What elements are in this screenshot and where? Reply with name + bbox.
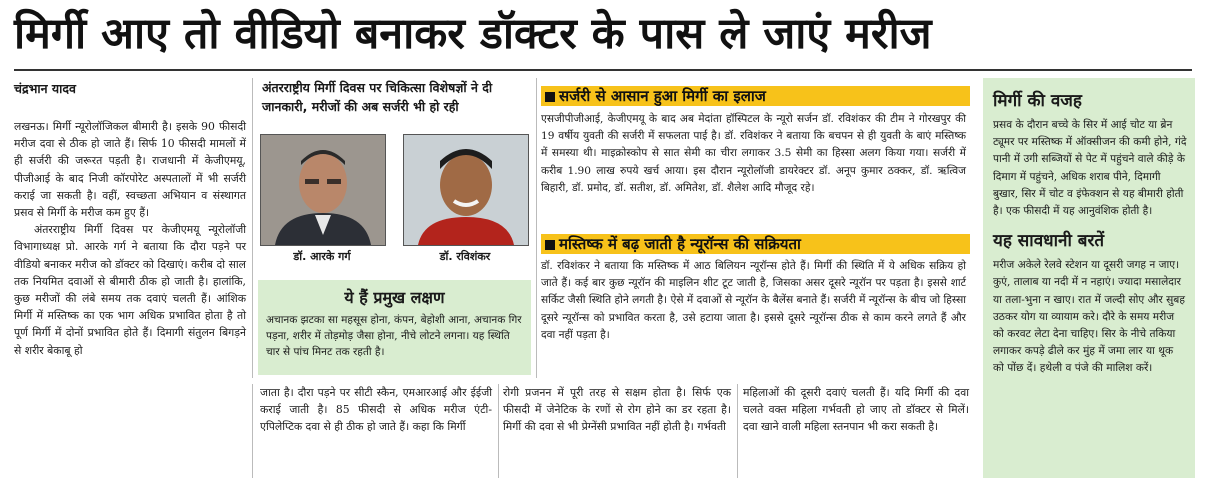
photo-caption: डॉ. आरके गर्ग xyxy=(293,250,351,263)
kicker-text: अंतरराष्ट्रीय मिर्गी दिवस पर चिकित्सा विशेषज्ञों ने दी जानकारी, मरीजों की अब सर्जरी भी हो रही xyxy=(262,80,493,114)
symptoms-title: ये हैं प्रमुख लक्षण xyxy=(344,288,445,307)
photo-caption: डॉ. रविशंकर xyxy=(439,250,491,263)
sidebar-box xyxy=(983,78,1195,478)
neurons-heading: मस्तिष्क में बढ़ जाती है न्यूरॉन्स की सक्रियता xyxy=(559,235,801,253)
headline-rule xyxy=(14,69,1192,71)
portrait-icon xyxy=(404,135,528,245)
portrait-icon xyxy=(261,135,385,245)
symptoms-box xyxy=(258,280,531,375)
surgery-heading: सर्जरी से आसान हुआ मिर्गी का इलाज xyxy=(559,87,766,105)
byline: चंद्रभान यादव xyxy=(14,81,76,96)
column-divider xyxy=(252,78,253,378)
column-divider xyxy=(737,384,738,478)
bullet-square-icon xyxy=(545,92,555,102)
surgery-text: एसजीपीजीआई, केजीएमयू के बाद अब मेदांता हॉस्पिटल के न्यूरो सर्जन डॉ. रविशंकर की टीम ने गोरखपुर की 19 वर्षीय युवती की सर्जरी में सफलता पाई है। डॉ. रविशंकर ने बताया कि बचपन से ही युवती के बाएं मस्तिष्क में समस्या थी। माइक्रोस्कोप से सात सेमी का चीरा लगाकर 3.5 सेमी का हिस्सा अलग किया गया। सर्जरी में करीब 1.90 लाख रुपये खर्च आया। इस दौरान न्यूरोलॉजी डायरेक्टर डॉ. अनूप कुमार ठक्कर, डॉ. ऋत्विज बिहारी, डॉ. प्रमोद, डॉ. सतीश, डॉ. अमितेश, डॉ. शैलेश आदि मौजूद रहे। xyxy=(541,113,966,194)
care-heading: यह सावधानी बरतें xyxy=(993,231,1105,252)
story-paragraph: लखनऊ। मिर्गी न्यूरोलॉजिकल बीमारी है। इसके 90 फीसदी मरीज दवा से ठीक हो जाते हैं। सिर्फ 10 फीसदी मामलों में ही सर्जरी की जरूरत पड़ती है। राजधानी में केजीएमयू, पीजीआई के बाद निजी कॉरपोरेट अस्पतालों में भी सर्जरी कराई जा सकती है। वहीं, स्वच्छता अभियान व संस्थागत प्रसव से मिर्गी के मरीज कम हुए हैं। xyxy=(14,120,246,220)
neurons-heading-bar xyxy=(541,234,970,254)
surgery-heading-bar xyxy=(541,86,970,106)
symptoms-text: अचानक झटका सा महसूस होना, कंपन, बेहोशी आना, अचानक गिर पड़ना, शरीर में तोड़मोड़ जैसा होना, नीचे लोटने लगना। यह स्थिति चार से पांच मिनट तक रहती है। xyxy=(266,314,522,359)
photo-rk-garg xyxy=(260,134,386,246)
bottom-column: महिलाओं की दूसरी दवाएं चलती हैं। यदि मिर्गी की दवा चलते वक्त महिला गर्भवती हो जाए तो डॉक्टर से मिलें। दवा खाने वाली महिला स्तनपान भी करा सकती है। xyxy=(743,386,969,434)
column-divider xyxy=(536,78,537,378)
neurons-text: डॉ. रविशंकर ने बताया कि मस्तिष्क में आठ बिलियन न्यूरॉन्स होते हैं। मिर्गी की स्थिति में ये अधिक सक्रिय हो जाते हैं। कई बार कुछ न्यूरॉन की माइलिन शीट टूट जाती है, जिसका असर दूसरे न्यूरॉन पर पड़ता है। इससे शार्ट सर्किट जैसी स्थिति होने लगती है। ऐसे में दवाओं से न्यूरॉन के बैलेंस बनाते हैं। सर्जरी में न्यूरॉन्स के बीच जो हिस्सा दूसरे न्यूरॉन्स को प्रभावित करता है, उसे हटाया जाता है। इससे दूसरे न्यूरॉन्स ठीक से काम करने लगते हैं और दवा नहीं पड़ता है। xyxy=(541,260,966,341)
column-divider xyxy=(252,384,253,478)
bottom-column: जाता है। दौरा पड़ने पर सीटी स्कैन, एमआरआई और ईईजी कराई जाती है। 85 फीसदी से अधिक मरीज एंटी-एपिलेप्टिक दवा से ही ठीक हो जाते हैं। कहा कि मिर्गी xyxy=(260,386,492,434)
story-paragraph: अंतरराष्ट्रीय मिर्गी दिवस पर केजीएमयू न्यूरोलॉजी विभागाध्यक्ष प्रो. आरके गर्ग ने बताया कि दौरा पड़ने पर वीडियो बनाकर मरीज को डॉक्टर को दिखाएं। करीब दो साल तक नियमित दवाओं से बीमारी ठीक हो जाती है। हालांकि, कुछ मरीजों की लंबे समय तक दवाएं चलती हैं। आंशिक मिर्गी में मस्तिष्क का एक भाग अधिक प्रभावित होता है तो पूर्ण मिर्गी में दोनों प्रभावित होते हैं। दिमागी संतुलन बिगड़ने से शरीर बेकाबू हो xyxy=(14,223,246,357)
care-text: मरीज अकेले रेलवे स्टेशन या दूसरी जगह न जाए। कुएं, तालाब या नदी में न नहाएं। ज्यादा मसालेदार या तला-भुना न खाए। रात में जल्दी सोए और सुबह उठकर योग या व्यायाम करे। दौरे के समय मरीज को करवट लेटा देना चाहिए। सिर के नीचे तकिया लगाकर कपड़े ढीले कर मुंह में जमा लार या थूक को पोंछ दें। हथेली व पंजे की मालिश करें। xyxy=(993,259,1185,375)
photo-ravishankar xyxy=(403,134,529,246)
bullet-square-icon xyxy=(545,240,555,250)
cause-text: प्रसव के दौरान बच्चे के सिर में आई चोट या ब्रेन ट्यूमर पर मस्तिष्क में ऑक्सीजन की कमी होने, गंदे पानी में उगी सब्जियों से पेट में पहुंचने वाले कीड़े के दिमाग में पहुंचने, अधिक शराब पीने, दिमागी बुखार, सिर में चोट व इंफेक्शन से यह बीमारी होती है। एक फीसदी में यह आनुवंशिक होती है। xyxy=(993,119,1187,218)
cause-heading: मिर्गी की वजह xyxy=(993,91,1082,111)
headline: मिर्गी आए तो वीडियो बनाकर डॉक्टर के पास ले जाएं मरीज xyxy=(14,9,932,59)
column-main-story xyxy=(14,118,246,359)
column-divider xyxy=(498,384,499,478)
bottom-column: रोगी प्रजनन में पूरी तरह से सक्षम होता है। सिर्फ एक फीसदी में जेनेटिक के रणों से रोग होने का डर रहता है। मिर्गी की दवा से भी प्रेग्नेंसी प्रभावित नहीं होती है। गर्भवती xyxy=(503,386,731,434)
